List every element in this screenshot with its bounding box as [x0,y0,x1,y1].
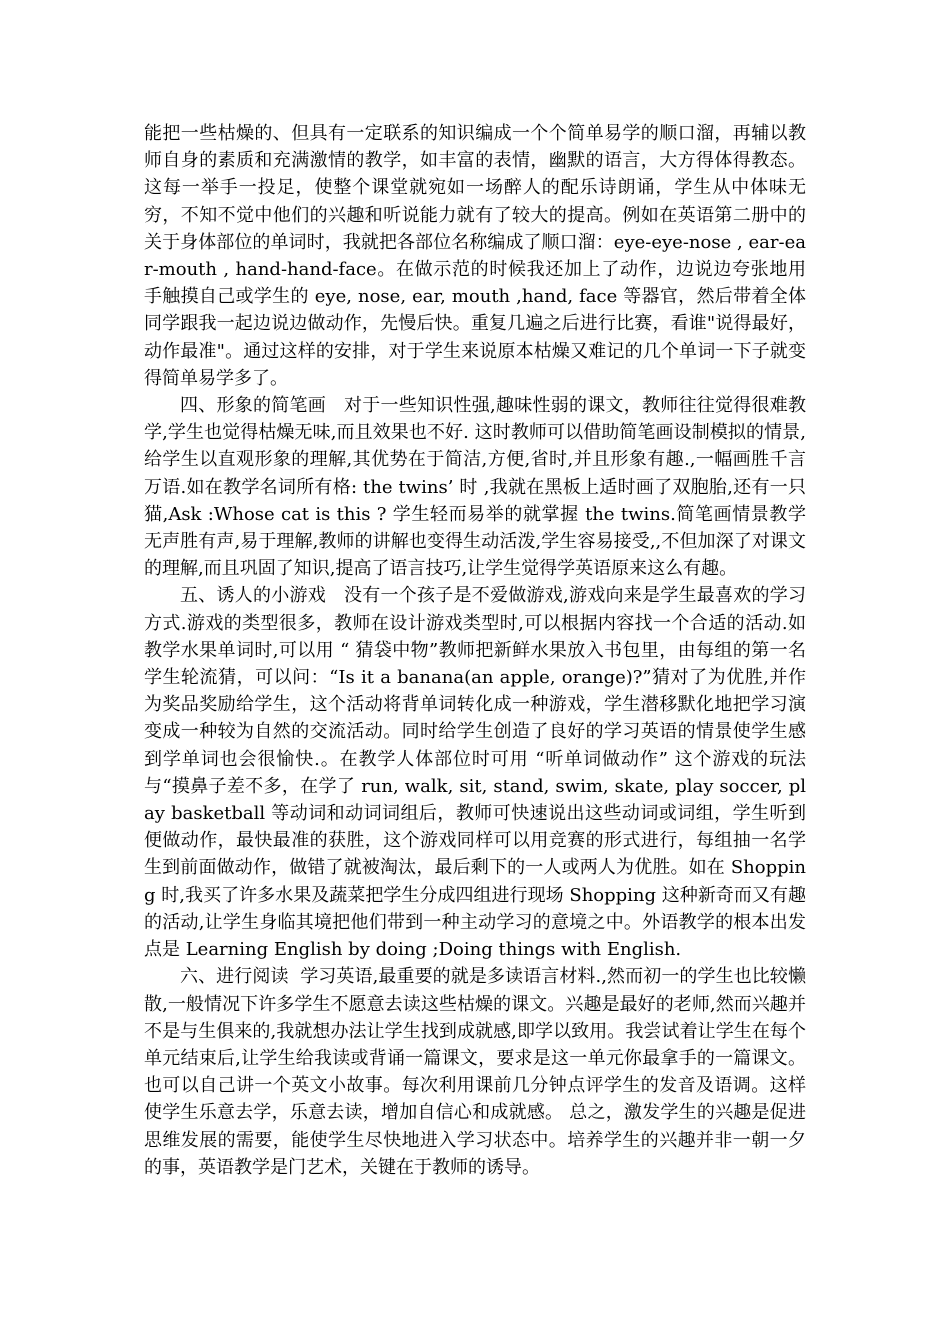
document-page [144,120,806,1181]
paragraph-text: 能把一些枯燥的、但具有一定联系的知识编成一个个简单易学的顺口溜，再辅以教师自身的素质和充满激情的教学，如丰富的表情，幽默的语言，大方得体得教态。这每一举手一投足，使整个课堂就宛如一场醉人的配乐诗朗诵，学生从中体味无穷，不知不觉中他们的兴趣和听说能力就有了较大的提高。例如在英语第二册中的关于身体部位的单词时，我就把各部位名称编成了顺口溜：eye-eye-nose , ear-ear-mouth , hand-hand-face。在做示范的时候我还加上了动作，边说边夸张地用手触摸自己或学生的 eye, nose, ear, mouth ,hand, face 等器官，然后带着全体同学跟我一起边说边做动作，先慢后快。重复几遍之后进行比赛，看谁"说得最好，动作最准"。通过这样的安排，对于学生来说原本枯燥又难记的几个单词一下子就变得简单易学多了。 [144,123,806,389]
paragraph-section-6 [144,963,806,1181]
paragraph-text: 没有一个孩子是不爱做游戏,游戏向来是学生最喜欢的学习方式.游戏的类型很多，教师在设计游戏类型时,可以根据内容找一个合适的活动.如教学水果单词时,可以用 “ 猜袋中物”教师把新鲜水果放入书包里，由每组的第一名学生轮流猜，可以问：“Is it a banana(an apple, orange)?”猜对了为优胜,并作为奖品奖励给学生，这个活动将背单词转化成一种游戏，学生潜移默化地把学习演变成一种较为自然的交流活动。同时给学生创造了良好的学习英语的情景使学生感到学单词也会很愉快.。在教学人体部位时可用 “听单词做动作” 这个游戏的玩法与“摸鼻子差不多，在学了 run, walk, sit, stand, swim, skate, play soccer, play basketball 等动词和动词词组后，教师可快速说出这些动词或词组，学生听到便做动作，最快最准的获胜，这个游戏同样可以用竞赛的形式进行，每组抽一名学生到前面做动作，做错了就被淘汰，最后剩下的一人或两人为优胜。如在 Shopping 时,我买了许多水果及蔬菜把学生分成四组进行现场 Shopping 这种新奇而又有趣的活动,让学生身临其境把他们带到一种主动学习的意境之中。外语教学的根本出发点是 Learning English by doing ;Doing things with English. [144,585,807,961]
section-heading: 五、诱人的小游戏 [180,585,327,607]
section-heading: 六、进行阅读 [180,966,289,988]
section-heading: 四、形象的简笔画 [180,395,327,417]
paragraph-section-5 [144,582,806,963]
paragraph-text: 对于一些知识性强,趣味性弱的课文，教师往往觉得很难教学,学生也觉得枯燥无味,而且效果也不好. 这时教师可以借助简笔画设制模拟的情景,给学生以直观形象的理解,其优势在于简洁,方便,省时,并且形象有趣.,一幅画胜千言万语.如在教学名词所有格: the twins’ 时 ,我就在黑板上适时画了双胞胎,还有一只猫,Ask :Whose cat is this ? 学生轻而易举的就掌握 the twins.简笔画情景教学无声胜有声,易于理解,教师的讲解也变得生动活泼,学生容易接受,,不但加深了对课文的理解,而且巩固了知识,提高了语言技巧,让学生觉得学英语原来这么有趣。 [144,395,807,580]
paragraph-section-4 [144,392,806,582]
paragraph-continuation [144,120,806,392]
paragraph-text: 学习英语,最重要的就是多读语言材料.,然而初一的学生也比较懒散,一般情况下许多学生不愿意去读这些枯燥的课文。兴趣是最好的老师,然而兴趣并不是与生俱来的,我就想办法让学生找到成就感,即学以致用。我尝试着让学生在每个单元结束后,让学生给我读或背诵一篇课文，要求是这一单元你最拿手的一篇课文。也可以自己讲一个英文小故事。每次利用课前几分钟点评学生的发音及语调。这样使学生乐意去学，乐意去读，增加自信心和成就感。 总之，激发学生的兴趣是促进思维发展的需要，能使学生尽快地进入学习状态中。培养学生的兴趣并非一朝一夕的事，英语教学是门艺术，关键在于教师的诱导。 [144,966,806,1178]
